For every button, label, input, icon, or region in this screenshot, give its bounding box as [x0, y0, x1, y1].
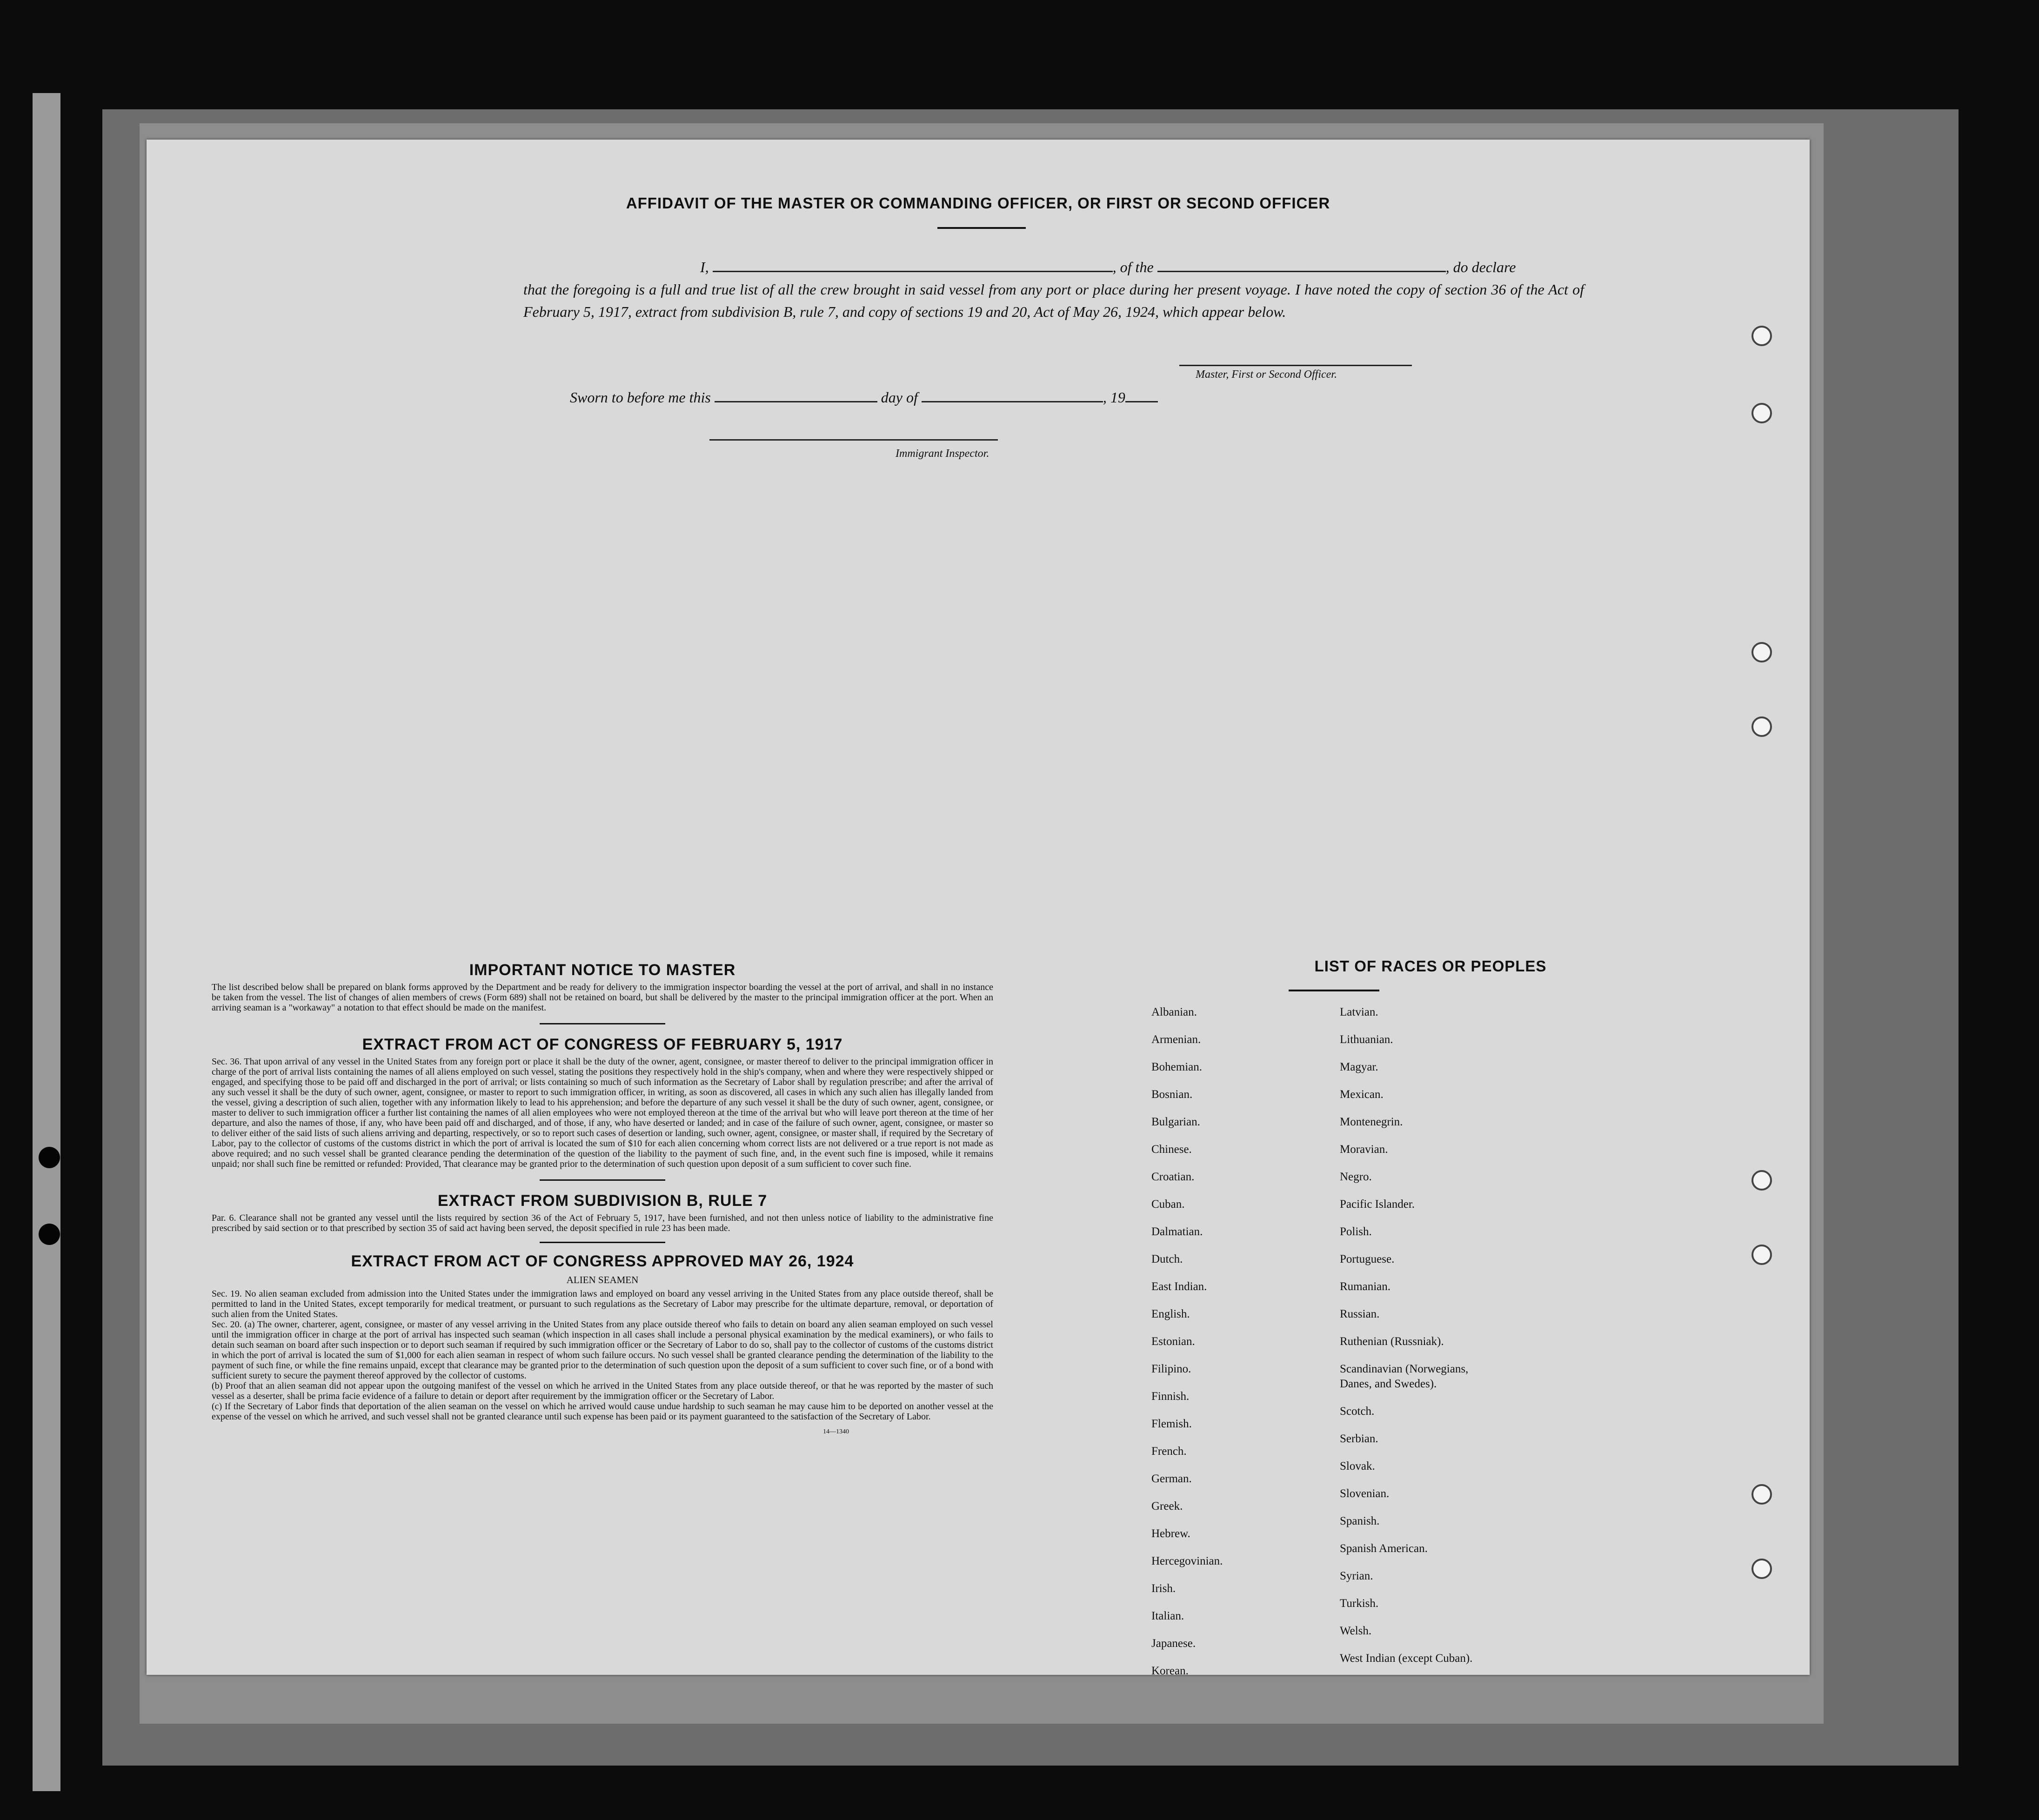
races-rule [1289, 990, 1379, 991]
sec20b-text: (b) Proof that an alien seaman did not appear upon the outgoing manifest of the vessel on which he arrived in the United States from any place outside thereof, or that he was reported by the master of such vessel as a deserter, shall be prima facie evidence of a failure to detain or deport after requirement by the immigration officer or the Secretary of Labor. [212, 1381, 993, 1401]
extract-1924-title: EXTRACT FROM ACT OF CONGRESS APPROVED MAY 26, 1924 [351, 1252, 854, 1270]
extract-rule7-title: EXTRACT FROM SUBDIVISION B, RULE 7 [437, 1192, 768, 1210]
year-prefix: , 19 [1103, 389, 1125, 406]
punch-hole [1752, 716, 1772, 737]
sec20c-text: (c) If the Secretary of Labor finds that deportation of the alien seaman on the vessel on which he arrived would cause undue hardship to such seaman he may cause him to be deported on another vessel at the expense of the vessel on which he arrived, and such vessel shall not be granted clearance until such expense has been paid or its payment guaranteed to the satisfaction of the Secretary of Labor. [212, 1401, 993, 1422]
alien-seamen-subtitle: ALIEN SEAMEN [566, 1274, 639, 1285]
affidavit-body [523, 256, 1584, 323]
inspector-caption: Immigrant Inspector. [896, 448, 989, 460]
race-item: Finnish. [1151, 1390, 1190, 1403]
race-item: Hercegovinian. [1151, 1555, 1223, 1567]
race-item: Scotch. [1340, 1405, 1375, 1418]
race-item: East Indian. [1151, 1280, 1207, 1293]
punch-hole [1752, 1245, 1772, 1265]
punch-hole [1752, 642, 1772, 662]
master-caption: Master, First or Second Officer. [1196, 368, 1337, 381]
race-item: Cuban. [1151, 1198, 1185, 1211]
race-item: Mexican. [1340, 1088, 1384, 1101]
race-item: Negro. [1340, 1171, 1372, 1183]
extract-1917-title: EXTRACT FROM ACT OF CONGRESS OF FEBRUARY 5, 1917 [362, 1036, 843, 1053]
sworn-year-blank[interactable] [1125, 401, 1158, 402]
title-rule [937, 227, 1026, 229]
races-title: LIST OF RACES OR PEOPLES [1314, 957, 1547, 975]
sec20a-text: Sec. 20. (a) The owner, charterer, agent, consignee, or master of any vessel arriving in the United States from any place outside thereof who fails to detain on board any alien seaman employed on such vessel until the immigration officer in charge at the port of arrival has inspected such seaman (which inspection in all cases shall include a personal physical examination by the medical examiners), or who fails to detain such seaman on board after such inspection or to deport such seaman if required by such immigration officer or the Secretary of Labor to do so, shall pay to the collector of customs of the customs district in which the port of arrival is located the sum of $1,000 for each alien seaman in respect of whom such failure occurs. No such vessel shall be granted clearance pending the determination of the liability to the payment of such fine, or while the fine remains unpaid, except that clearance may be granted prior to the determination of such question upon the deposit of a sum sufficient to cover such fine, or of a bond with sufficient surety to secure the payment thereof approved by the collector of customs. [212, 1319, 993, 1381]
sworn-prefix: Sworn to before me this [570, 389, 711, 406]
document-page [147, 140, 1810, 1675]
race-item: Albanian. [1151, 1006, 1197, 1018]
legal-notices [212, 961, 993, 1436]
race-item: West Indian (except Cuban). [1340, 1652, 1473, 1665]
sworn-line [570, 389, 1158, 406]
race-item: Portuguese. [1340, 1253, 1395, 1265]
race-item: Korean. [1151, 1665, 1189, 1677]
race-item: English. [1151, 1308, 1190, 1320]
affidavit-title: AFFIDAVIT OF THE MASTER OR COMMANDING OFFICER, OR FIRST OR SECOND OFFICER [626, 194, 1330, 212]
race-item: Japanese. [1151, 1637, 1196, 1650]
race-item: Rumanian. [1340, 1280, 1391, 1293]
punch-hole [1752, 1559, 1772, 1579]
race-item: French. [1151, 1445, 1187, 1458]
binder-hole [39, 1224, 60, 1245]
race-item: Flemish. [1151, 1418, 1192, 1430]
i-prefix: I, [700, 259, 709, 275]
form-number: 14—1340 [823, 1428, 849, 1435]
section-rule [540, 1023, 665, 1024]
race-item: Dalmatian. [1151, 1225, 1203, 1238]
race-item: Armenian. [1151, 1033, 1201, 1046]
sworn-month-blank[interactable] [922, 401, 1103, 402]
race-item: Moravian. [1340, 1143, 1388, 1156]
race-item: Chinese. [1151, 1143, 1192, 1156]
master-signature-line[interactable] [1179, 365, 1412, 366]
race-item: Syrian. [1340, 1570, 1373, 1582]
day-of-label: day of [881, 389, 918, 406]
race-item: Bosnian. [1151, 1088, 1193, 1101]
punch-hole [1752, 326, 1772, 346]
punch-hole [1752, 403, 1772, 423]
race-item: Irish. [1151, 1582, 1176, 1595]
do-declare-label: , do declare [1445, 259, 1516, 275]
race-item: Hebrew. [1151, 1527, 1190, 1540]
race-item: Italian. [1151, 1610, 1184, 1622]
sworn-date-blank[interactable] [715, 401, 877, 402]
name-blank[interactable] [713, 271, 1113, 272]
section-rule [540, 1242, 665, 1243]
race-item: Scandinavian (Norwegians, Danes, and Swedes). [1340, 1363, 1469, 1390]
race-item: Ruthenian (Russniak). [1340, 1335, 1444, 1348]
race-item: Serbian. [1340, 1432, 1378, 1445]
race-item: Turkish. [1340, 1597, 1379, 1610]
notice-title: IMPORTANT NOTICE TO MASTER [469, 961, 736, 979]
race-item: Dutch. [1151, 1253, 1183, 1265]
race-item: Greek. [1151, 1500, 1183, 1512]
race-item: Estonian. [1151, 1335, 1195, 1348]
punch-hole [1752, 1484, 1772, 1505]
punch-hole [1752, 1170, 1772, 1191]
race-item: Filipino. [1151, 1363, 1191, 1375]
race-item: German. [1151, 1472, 1192, 1485]
vessel-blank[interactable] [1157, 271, 1446, 272]
notice-text: The list described below shall be prepared on blank forms approved by the Department and be ready for delivery to the immigration inspector boarding the vessel at the port of arrival, and shall in no instance be taken from the vessel. The list of changes of alien members of crews (Form 689) shall not be retained on board, but shall be delivered by the master to the principal immigration officer at the port. When an arriving seaman is a "workaway" a notation to that effect should be made on the manifest. [212, 982, 993, 1013]
race-item: Magyar. [1340, 1061, 1378, 1073]
inspector-signature-line[interactable] [709, 439, 998, 441]
section-rule [540, 1179, 665, 1181]
binder-hole [39, 1147, 60, 1168]
race-item: Latvian. [1340, 1006, 1378, 1018]
race-item: Bulgarian. [1151, 1116, 1200, 1128]
race-item: Bohemian. [1151, 1061, 1203, 1073]
affidavit-statement: that the foregoing is a full and true list of all the crew brought in said vessel from any port or place during her present voyage. I have noted the copy of section 36 of the Act of February 5, 1917, extract from subdivision B, rule 7, and copy of sections 19 and 20, Act of May 26, 1924, which appear below. [523, 281, 1584, 320]
race-item: Spanish American. [1340, 1542, 1428, 1555]
race-item: Lithuanian. [1340, 1033, 1393, 1046]
race-item: Montenegrin. [1340, 1116, 1403, 1128]
race-item: Russian. [1340, 1308, 1380, 1320]
race-item: Slovak. [1340, 1460, 1375, 1472]
race-item: Spanish. [1340, 1515, 1380, 1527]
binder-left-edge [33, 93, 60, 1791]
extract-1917-text: Sec. 36. That upon arrival of any vessel in the United States from any foreign port or place it shall be the duty of the owner, agent, consignee, or master thereof to deliver to the principal immigration officer in charge of the port of arrival lists containing the names of all aliens employed on such vessel, stating the positions they respectively hold in the ship's company, when and where they were respectively shipped or engaged, and specifying those to be paid off and discharged in the port of arrival; or lists containing so much of such information as the Secretary of Labor shall by regulation prescribe; and after the arrival of any such vessel it shall be the duty of such owner, agent, consignee, or master to report to such immigration officer, in writing, as soon as discovered, all cases in which any such alien has illegally landed from the vessel, giving a description of such alien, together with any information likely to lead to his apprehension; and before the departure of any such vessel it shall be the duty of such owner, agent, consignee, or master to deliver to such immigration officer a further list containing the names of all alien employees who were not employed thereon at the time of the arrival but who will leave port thereon at the time of her departure, and also the names of those, if any, who have been paid off and discharged, and of those, if any, who have deserted or landed; and in case of the failure of such owner, agent, consignee, or master so to deliver either of the said lists of such aliens arriving and departing, respectively, or so to report such cases of desertion or landing, such owner, agent, consignee, or master shall, if required by the Secretary of Labor, pay to the collector of customs of the customs district in which the port of arrival is located the sum of $10 for each alien concerning whom correct lists are not delivered or a true report is not made as above required; and no such vessel shall be granted clearance pending the determination of the question of the liability to the payment of such fine, and, in the event such fine is imposed, while it remains unpaid; nor shall such fine be remitted or refunded: Provided, That clearance may be granted prior to the determination of such question upon deposit of a sum sufficient to cover such fine. [212, 1057, 993, 1169]
race-item: Pacific Islander. [1340, 1198, 1415, 1211]
sec19-text: Sec. 19. No alien seaman excluded from admission into the United States under the immigration laws and employed on board any vessel arriving in the United States from any place outside thereof, shall be permitted to land in the United States, except temporarily for medical treatment, or pursuant to such regulations as the Secretary of Labor may prescribe for the ultimate departure, removal, or deportation of such alien from the United States. [212, 1289, 993, 1319]
of-the-label: , of the [1112, 259, 1154, 275]
race-item: Welsh. [1340, 1625, 1372, 1637]
extract-rule7-text: Par. 6. Clearance shall not be granted any vessel until the lists required by section 36 of the Act of February 5, 1917, have been furnished, and not then unless notice of liability to the administrative fine prescribed by said section or to that prescribed by section 35 of said act having been served, the deposit specified in rule 23 has been made. [212, 1213, 993, 1233]
race-item: Croatian. [1151, 1171, 1195, 1183]
race-item: Polish. [1340, 1225, 1372, 1238]
race-item: Slovenian. [1340, 1487, 1390, 1500]
